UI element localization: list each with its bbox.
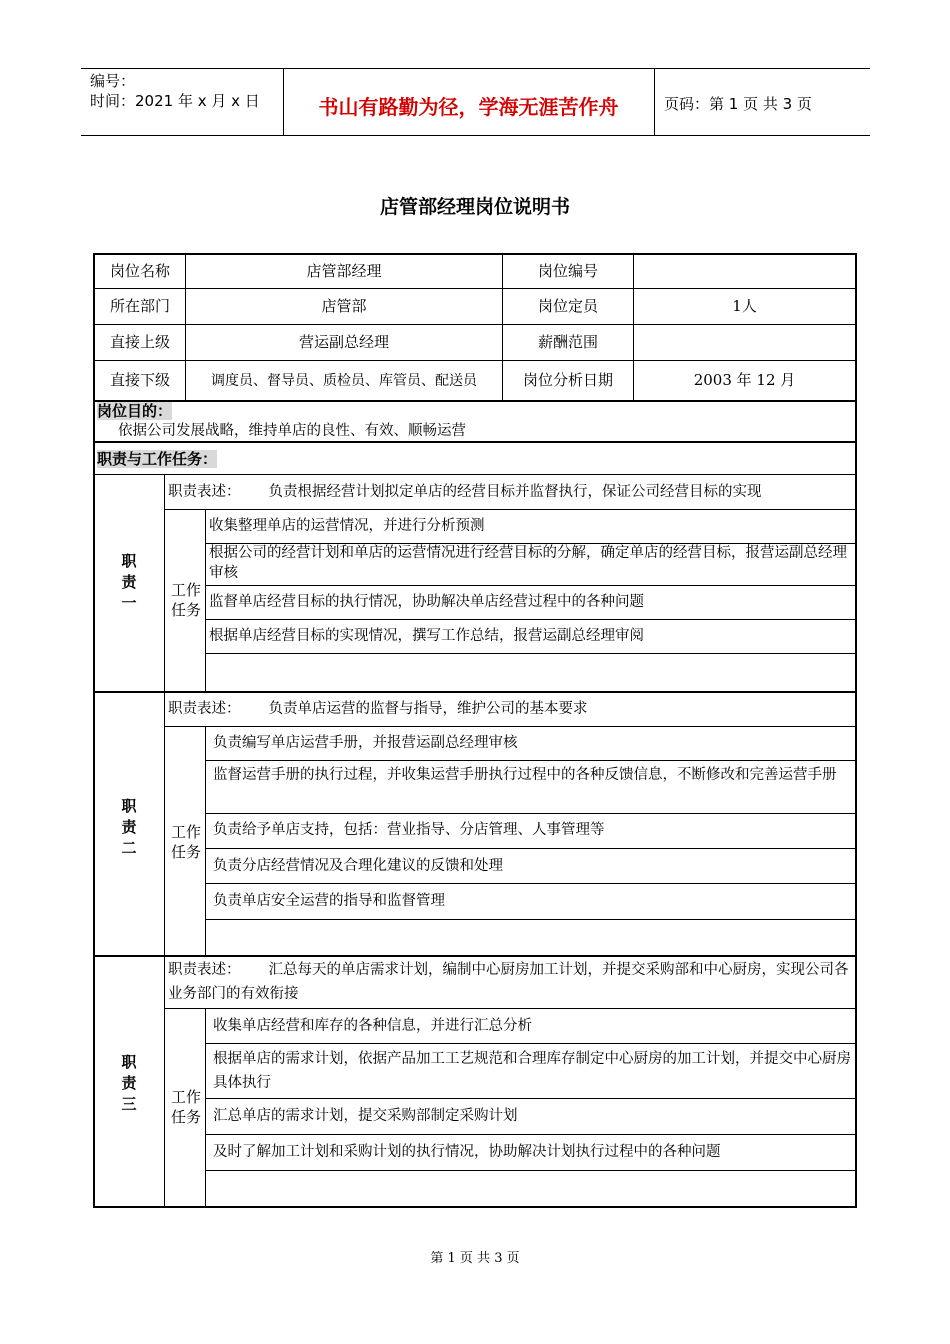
- task-item: 收集单店经营和库存的各种信息，并进行汇总分析: [213, 1018, 532, 1034]
- page-title: 店管部经理岗位说明书: [379, 196, 570, 218]
- purpose-label: 岗位目的：: [97, 402, 173, 420]
- task-label: 工作 任务: [170, 581, 201, 619]
- task-item: 负责分店经营情况及合理化建议的反馈和处理: [213, 858, 503, 874]
- task-item: 汇总单店的需求计划，提交采购部制定采购计划: [213, 1108, 518, 1124]
- duty-name: 职 责 三: [121, 1053, 137, 1113]
- header-bottom-rule: [81, 135, 870, 136]
- subordinate-label: 直接下级: [109, 371, 170, 389]
- duty-statement: 职责表述： 负责单店运营的监督与指导，维护公司的基本要求: [168, 701, 588, 717]
- task-item: 负责单店安全运营的指导和监督管理: [213, 893, 445, 909]
- post-name-value: 店管部经理: [306, 261, 382, 280]
- duty-statement: 职责表述： 负责根据经营计划拟定单店的经营目标并监督执行，保证公司经营目标的实现: [168, 484, 762, 500]
- salary-value: [634, 325, 855, 360]
- task-item: 监督运营手册的执行过程，并收集运营手册执行过程中的各种反馈信息，不断修改和完善运营手册: [213, 767, 837, 783]
- superior-label: 直接上级: [109, 333, 170, 351]
- task-item: 根据单店经营目标的实现情况，撰写工作总结，报营运副总经理审阅: [209, 628, 644, 644]
- page-footer: 第 1 页 共 3 页: [430, 1251, 520, 1266]
- dept-label: 所在部门: [109, 297, 170, 315]
- post-no-label: 岗位编号: [537, 261, 598, 280]
- duty-name: 职 责 二: [121, 797, 137, 857]
- header-motto: 书山有路勤为径，学海无涯苦作舟: [318, 95, 619, 119]
- header-page: 页码：第 1 页 共 3 页: [664, 95, 812, 113]
- task-item: 及时了解加工计划和采购计划的执行情况，协助解决计划执行过程中的各种问题: [213, 1144, 721, 1160]
- task-item: 根据单店的需求计划，依据产品加工工艺规范和合理库存制定中心厨房的加工计划，并提交中心厨房具体执行: [213, 1051, 851, 1091]
- header-time: 时间：2021 年 x 月 x 日: [90, 92, 260, 110]
- analysis-date-label: 岗位分析日期: [522, 371, 613, 389]
- purpose-text: 依据公司发展战略，维持单店的良性、有效、顺畅运营: [118, 423, 466, 439]
- header-number: 编号：: [90, 72, 136, 90]
- task-item: 监督单店经营目标的执行情况，协助解决单店经营过程中的各种问题: [209, 594, 644, 610]
- post-no-value: [634, 254, 855, 288]
- task-item: 收集整理单店的运营情况，并进行分析预测: [209, 518, 485, 534]
- header-top-rule: [81, 68, 870, 69]
- superior-value: 营运副总经理: [298, 333, 389, 351]
- salary-label: 薪酬范围: [537, 333, 598, 351]
- task-label: 工作 任务: [170, 1088, 201, 1126]
- duties-label: 职责与工作任务：: [97, 450, 218, 468]
- quota-value: 1人: [732, 297, 757, 315]
- duty-name: 职 责 一: [121, 552, 137, 612]
- task-item: 负责编写单店运营手册，并报营运副总经理审核: [213, 735, 518, 751]
- post-name-label: 岗位名称: [109, 261, 170, 280]
- quota-label: 岗位定员: [537, 297, 598, 315]
- task-item: 负责给予单店支持，包括：营业指导、分店管理、人事管理等: [213, 822, 605, 838]
- analysis-date-value: 2003 年 12 月: [693, 371, 796, 389]
- dept-value: 店管部: [321, 297, 367, 315]
- task-label: 工作 任务: [170, 823, 201, 861]
- task-item: 根据公司的经营计划和单店的运营情况进行经营目标的分解，确定单店的经营目标，报营运副总经理审核: [209, 545, 847, 581]
- subordinate-value: 调度员、督导员、质检员、库管员、配送员: [211, 372, 477, 389]
- duty-statement: 职责表述： 汇总每天的单店需求计划，编制中心厨房加工计划，并提交采购部和中心厨房，实现公司各业务部门的有效衔接: [168, 962, 849, 1002]
- header-divider: [654, 68, 655, 135]
